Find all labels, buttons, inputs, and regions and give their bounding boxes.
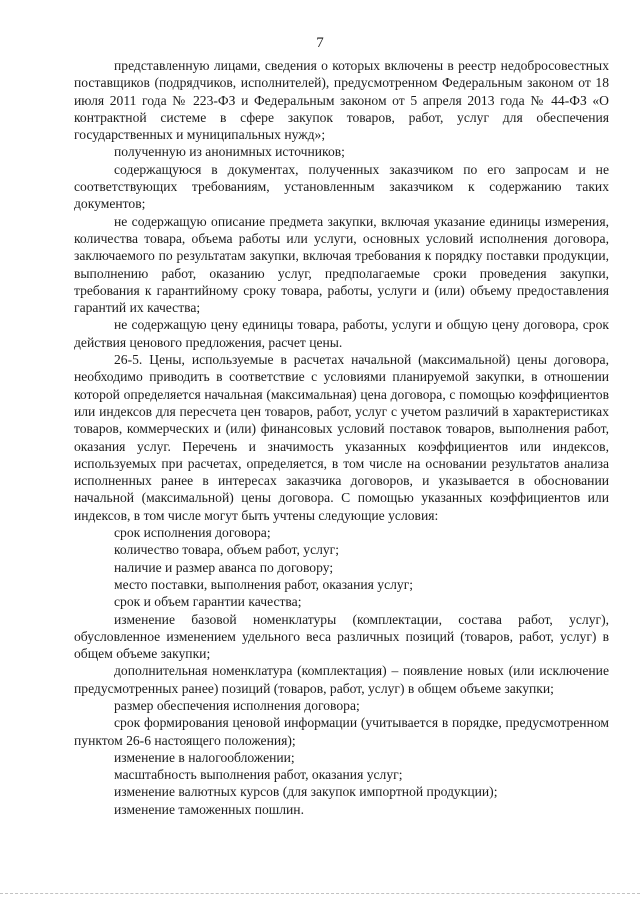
list-item-warranty: срок и объем гарантии качества; xyxy=(114,594,302,610)
list-item-customs-duties: изменение таможенных пошлин. xyxy=(114,801,304,817)
list-item-contract-term: срок исполнения договора; xyxy=(114,525,271,541)
list-item-additional-nomenclature: дополнительная номенклатура (комплектация) – появление новых (или исключение предусмотренных ранее) позиций (товаров, работ, услуг) в общем объеме закупки; xyxy=(74,663,609,696)
paragraph-subject-description: не содержащую описание предмета закупки, включая указание единицы измерения, количества товара, объема работы или услуги, основных условий исполнения договора, заключаемого по результатам закупки, включая требования к порядку поставки продукции, выполнению работ, оказанию услуг, предполагаемые сроки проведения закупки, требования к гарантийному сроку товара, работы, услуги и (или) объему предоставления гарантий их качества; xyxy=(74,213,609,316)
document-body xyxy=(74,57,609,818)
paragraph-unit-price: не содержащую цену единицы товара, работы, услуги и общую цену договора, срок действия ценового предложения, расчет цены. xyxy=(74,317,609,350)
paragraph-documents-requirements: содержащуюся в документах, полученных заказчиком по его запросам и не соответствующих требованиям, установленным заказчиком к содержанию таких документов; xyxy=(74,161,609,212)
paragraph-section-26-5: 26-5. Цены, используемые в расчетах начальной (максимальной) цены договора, необходимо приводить в соответствие с условиями планируемой закупки, в отношении которой определяется начальная (максимальная) цена договора, с помощью коэффициентов или индексов для пересчета цен товаров, работ, услуг с учетом различий в характеристиках товаров, коммерческих и (или) финансовых условий поставок товаров, выполнения работ, оказания услуг. Перечень и значимость указанных коэффициентов или индексов, используемых при расчетах, определяется, в том числе на основании результатов анализа исполненных ранее в интересах заказчика договоров, и указывается в обосновании начальной (максимальной) цены договора. С помощью указанных коэффициентов или индексов, в том числе могут быть учтены следующие условия: xyxy=(74,352,609,523)
scan-edge-line xyxy=(0,893,640,896)
list-item-scale: масштабность выполнения работ, оказания услуг; xyxy=(114,767,403,783)
paragraph-registry-clause: представленную лицами, сведения о которых включены в реестр недобросовестных поставщиков (подрядчиков, исполнителей), предусмотренном Федеральным законом от 18 июля 2011 года № 223-ФЗ и Федеральным законом от 5 апреля 2013 года № 44-ФЗ «О контрактной системе в сфере закупок товаров, работ, услуг для обеспечения государственных и муниципальных нужд»; xyxy=(74,58,609,143)
list-item-price-info-term: срок формирования ценовой информации (учитывается в порядке, предусмотренном пунктом 26-6 настоящего положения); xyxy=(74,715,609,748)
paragraph-anonymous-sources: полученную из анонимных источников; xyxy=(114,144,345,160)
list-item-quantity: количество товара, объем работ, услуг; xyxy=(114,542,340,558)
list-item-security-size: размер обеспечения исполнения договора; xyxy=(114,697,360,713)
list-item-exchange-rates: изменение валютных курсов (для закупок импортной продукции); xyxy=(114,784,498,800)
list-item-delivery-place: место поставки, выполнения работ, оказания услуг; xyxy=(114,576,414,592)
page-number: 7 xyxy=(316,35,324,51)
list-item-advance: наличие и размер аванса по договору; xyxy=(114,559,334,575)
list-item-taxation: изменение в налогообложении; xyxy=(114,749,295,765)
list-item-base-nomenclature: изменение базовой номенклатуры (комплектации, состава работ, услуг), обусловленное изменением удельного веса различных позиций (товаров, работ, услуг) в общем объеме закупки; xyxy=(74,611,609,662)
